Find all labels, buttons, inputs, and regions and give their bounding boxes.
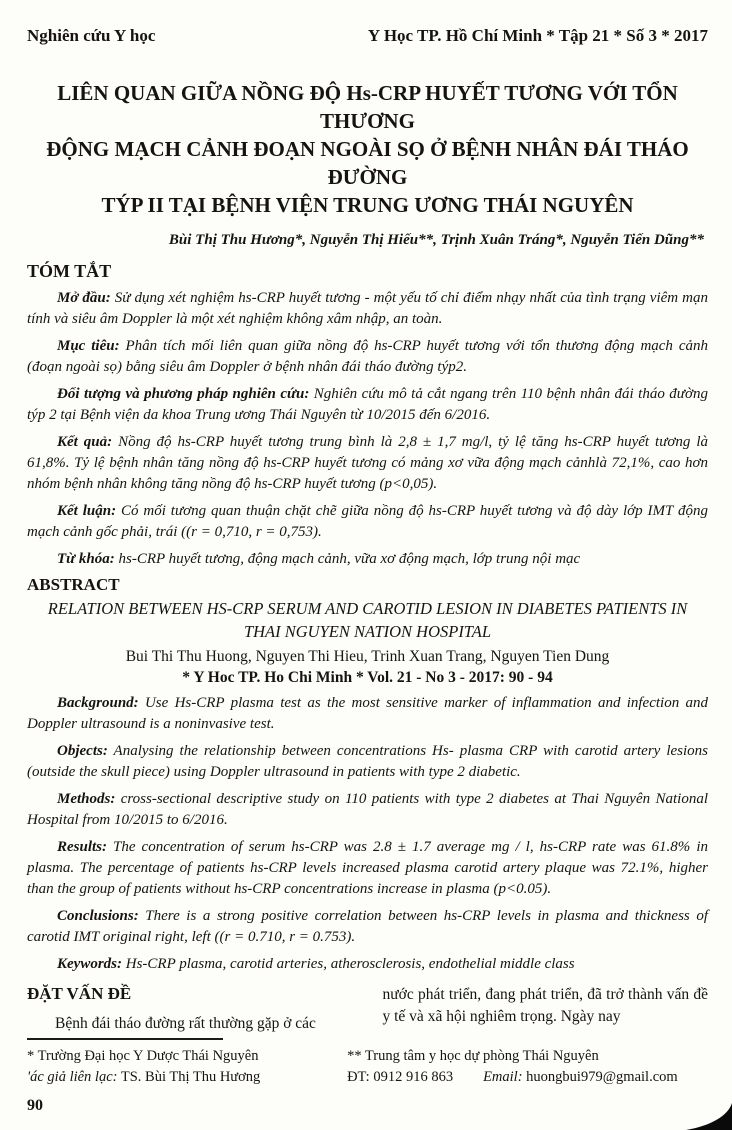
- paragraph-label: Đối tượng và phương pháp nghiên cứu:: [57, 386, 310, 402]
- paragraph-label: Kết luận:: [57, 503, 117, 519]
- tomtat-paragraph-ketqua: [27, 432, 708, 495]
- intro-right-column: [383, 984, 709, 1040]
- paragraph-text: Sử dụng xét nghiệm hs-CRP huyết tương - một yếu tố chỉ điểm nhạy nhất của tình trạng viêm mạn tính và siêu âm Doppler là một xét nghiệm không xâm nhập, an toàn.: [27, 290, 708, 327]
- paragraph-text: Nồng độ hs-CRP huyết tương trung bình là 2,8 ± 1,7 mg/l, tỷ lệ tăng hs-CRP huyết tương là 61,8%. Tỷ lệ bệnh nhân tăng nồng độ hs-CRP huyết tương có mảng xơ vữa động mạch cảnhlà 72,1%, cao hơn nhóm bệnh nhân không tăng nồng độ hs-CRP huyết tương (p<0,05).: [27, 434, 709, 492]
- paragraph-label: Từ khóa:: [57, 551, 115, 567]
- email-address: huongbui979@gmail.com: [522, 1069, 678, 1085]
- article-title-line-1: LIÊN QUAN GIỮA NỒNG ĐỘ Hs-CRP HUYẾT TƯƠNG VỚI TỔN THƯƠNG: [57, 81, 678, 133]
- abstract-title: [27, 597, 708, 643]
- paragraph-text: Nghiên cứu mô tả cắt ngang trên 110 bệnh nhân đái tháo đường týp 2 tại Bệnh viện da khoa Trung ương Thái Nguyên từ 10/2015 đến 6/2016.: [27, 386, 708, 423]
- paragraph-label: Methods:: [57, 791, 116, 807]
- paragraph-label: Mở đầu:: [57, 290, 111, 306]
- paragraph-text: There is a strong positive correlation between hs-CRP levels in plasma and thickness of carotid IMT original right, left ((r = 0.710, r = 0.753).: [27, 908, 708, 945]
- page-number: 90: [27, 1097, 43, 1114]
- paragraph-text: Có mối tương quan thuận chặt chẽ giữa nồng độ hs-CRP huyết tương và độ dày lớp IMT động mạch cảnh gốc phải, trái ((r = 0,710, r = 0,753).: [27, 503, 708, 540]
- phone-label: ĐT:: [347, 1069, 370, 1085]
- footnotes: [27, 1046, 708, 1088]
- tomtat-paragraph-modau: [27, 288, 708, 330]
- article-title-line-3: TÝP II TẠI BỆNH VIỆN TRUNG ƯƠNG THÁI NGUYÊN: [101, 193, 634, 217]
- intro-left-column: [27, 984, 353, 1040]
- tomtat-paragraph-doituong: [27, 384, 708, 426]
- intro-left-text: Bệnh đái tháo đường rất thường gặp ở các: [55, 1015, 316, 1032]
- footnote-right-column: [347, 1046, 708, 1088]
- corresponding-author-name: TS. Bùi Thị Thu Hương: [117, 1069, 261, 1085]
- paragraph-text: hs-CRP huyết tương, động mạch cảnh, vữa xơ động mạch, lớp trung nội mạc: [114, 551, 581, 567]
- paragraph-label: Objects:: [57, 743, 108, 759]
- contact-line: [347, 1067, 708, 1088]
- journal-header: [27, 26, 708, 46]
- citation-line: * Y Hoc TP. Ho Chi Minh * Vol. 21 - No 3 - 2017: 90 - 94: [182, 669, 553, 686]
- authors-vietnamese: Bùi Thị Thu Hương*, Nguyễn Thị Hiếu**, Trịnh Xuân Tráng*, Nguyễn Tiến Dũng**: [168, 232, 704, 248]
- paragraph-text: cross-sectional descriptive study on 110 patients with type 2 diabetes at Thai Nguyên National Hospital from 10/2015 to 6/2016.: [27, 791, 708, 828]
- corresponding-author-line: [27, 1067, 347, 1088]
- corner-fold-shape: [686, 1102, 732, 1130]
- tomtat-heading: TÓM TẮT: [27, 261, 112, 281]
- footnote-divider-line: [27, 1038, 223, 1040]
- scan-corner-artifact: [686, 1102, 732, 1130]
- abstract-paragraph-objects: [27, 741, 708, 783]
- corresponding-author-label: 'ác giả liên lạc:: [27, 1069, 118, 1085]
- affiliation-2: ** Trung tâm y học dự phòng Thái Nguyên: [347, 1048, 599, 1064]
- abstract-title-line-2: THAI NGUYEN NATION HOSPITAL: [243, 622, 492, 641]
- tomtat-paragraph-tukhoa: [27, 549, 708, 570]
- tomtat-paragraph-ketluan: [27, 501, 708, 543]
- paragraph-text: Use Hs-CRP plasma test as the most sensitive marker of inflammation and infection and Doppler ultrasound is a noninvasive test.: [27, 695, 708, 732]
- abstract-paragraph-conclusions: [27, 906, 708, 948]
- paragraph-label: Kết quả:: [57, 434, 113, 450]
- header-journal-title: Y Học TP. Hồ Chí Minh * Tập 21 * Số 3 * 2017: [367, 26, 708, 45]
- datvande-heading: ĐẶT VẤN ĐỀ: [27, 984, 132, 1003]
- footnote-left-column: [27, 1046, 347, 1088]
- paragraph-label: Background:: [57, 695, 139, 711]
- article-title: [27, 79, 708, 219]
- intro-right-text: nước phát triển, đang phát triển, đã trở thành vấn đề y tế và xã hội nghiêm trọng. Ngày nay: [382, 986, 708, 1025]
- abstract-paragraph-results: [27, 837, 708, 900]
- paragraph-label: Mục tiêu:: [57, 338, 120, 354]
- authors-english: Bui Thi Thu Huong, Nguyen Thi Hieu, Trinh Xuan Trang, Nguyen Tien Dung: [125, 648, 610, 665]
- abstract-paragraph-keywords: [27, 954, 708, 975]
- abstract-title-line-1: RELATION BETWEEN HS-CRP SERUM AND CAROTID LESION IN DIABETES PATIENTS IN: [47, 599, 688, 618]
- phone-number: 0912 916 863: [369, 1069, 454, 1085]
- email-label: Email:: [483, 1069, 523, 1085]
- header-section-label: Nghiên cứu Y học: [27, 26, 156, 45]
- intro-two-column-section: [27, 984, 708, 1040]
- paragraph-text: Analysing the relationship between concentrations Hs- plasma CRP with carotid artery lesions (outside the skull piece) using Doppler ultrasound in patients with type 2 diabetic.: [27, 743, 708, 780]
- paragraph-label: Keywords:: [57, 956, 122, 972]
- tomtat-paragraph-muctieu: [27, 336, 708, 378]
- abstract-paragraph-methods: [27, 789, 708, 831]
- paragraph-label: Conclusions:: [57, 908, 139, 924]
- affiliation-1: * Trường Đại học Y Dược Thái Nguyên: [27, 1048, 259, 1064]
- article-title-line-2: ĐỘNG MẠCH CẢNH ĐOẠN NGOÀI SỌ Ở BỆNH NHÂN ĐÁI THÁO ĐƯỜNG: [46, 137, 689, 189]
- abstract-heading: ABSTRACT: [27, 575, 120, 594]
- abstract-paragraph-background: [27, 693, 708, 735]
- paragraph-text: Hs-CRP plasma, carotid arteries, atherosclerosis, endothelial middle class: [122, 956, 575, 972]
- paragraph-text: The concentration of serum hs-CRP was 2.8 ± 1.7 average mg / l, hs-CRP rate was 61.8% in plasma. The percentage of patients hs-CRP levels increased plasma carotid artery plaque was 72.1%, higher than the group of patients without hs-CRP concentrations increase in plasma (p<0.05).: [27, 839, 708, 897]
- paragraph-label: Results:: [57, 839, 108, 855]
- paragraph-text: Phân tích mối liên quan giữa nồng độ hs-CRP huyết tương với tổn thương động mạch cảnh (đoạn ngoài sọ) bằng siêu âm Doppler ở bệnh nhân đái tháo đường týp2.: [27, 338, 708, 375]
